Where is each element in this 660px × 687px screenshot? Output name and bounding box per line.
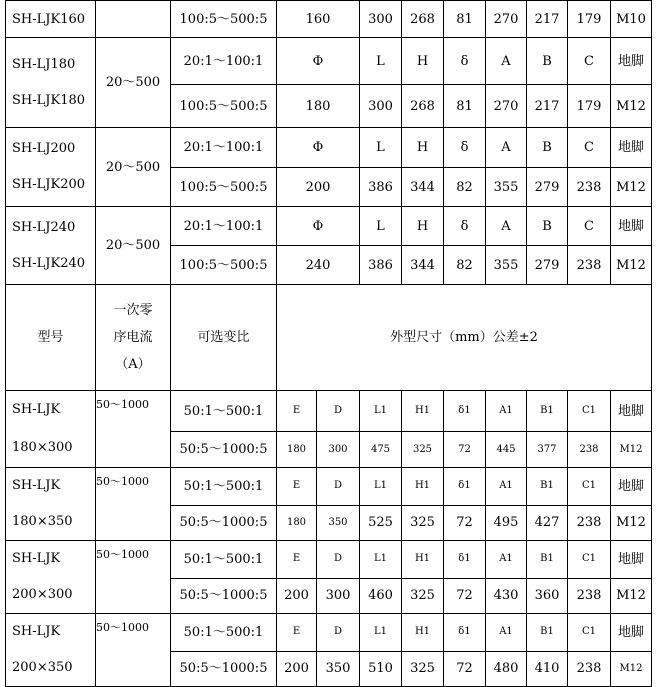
table-row [6, 128, 652, 168]
current-cell: 50～1000 [96, 468, 171, 541]
dim-cell: 427 [527, 505, 568, 540]
model-name-2: 200×350 [12, 660, 73, 675]
ratio-cell: 50:5～1000:5 [171, 505, 277, 540]
header-model: 型号 [6, 285, 96, 391]
dim-cell: 179 [568, 1, 611, 38]
dim-label: 地脚 [611, 391, 652, 432]
dim-label: L [360, 207, 402, 246]
dim-label: B1 [527, 468, 568, 506]
model-name-1: SH-LJK [12, 624, 61, 639]
dim-cell: 510 [360, 651, 402, 686]
dim-label: A1 [486, 541, 527, 579]
ratio-cell: 50:5～1000:5 [171, 432, 277, 468]
ratio-cell: 100:5～500:5 [171, 85, 277, 128]
model-name-2: 180×300 [12, 440, 73, 455]
dim-cell: M12 [611, 168, 652, 207]
dim-label: A [486, 38, 527, 85]
dim-label: C1 [568, 541, 611, 579]
ratio-cell: 50:1～500:1 [171, 391, 277, 432]
dim-cell: 355 [486, 168, 527, 207]
dim-label: L1 [360, 541, 402, 579]
dim-cell: 344 [402, 246, 444, 285]
ratio-cell: 100:5～500:5 [171, 168, 277, 207]
dim-label: D [317, 468, 360, 506]
dim-cell: 179 [568, 85, 611, 128]
dim-label: H1 [402, 614, 444, 652]
dim-label: A1 [486, 468, 527, 506]
model-name-2: 180×350 [12, 514, 73, 529]
dim-label: H [402, 207, 444, 246]
dim-cell: 475 [360, 432, 402, 468]
model-name-1: SH-LJ180 [12, 56, 76, 72]
dim-label: H1 [402, 468, 444, 506]
dim-label: L [360, 128, 402, 168]
dim-cell: 238 [568, 432, 611, 468]
current-cell: 20～500 [96, 38, 171, 128]
dim-cell: 270 [486, 1, 527, 38]
current-cell: 20～500 [96, 207, 171, 285]
header-ratio: 可选变比 [171, 285, 277, 391]
model-name-1: SH-LJ240 [12, 219, 76, 235]
dim-cell: 238 [568, 651, 611, 686]
table-row [6, 207, 652, 246]
dim-label: D [317, 391, 360, 432]
dim-label: H1 [402, 541, 444, 579]
dim-cell: 82 [444, 168, 486, 207]
dim-cell: 300 [360, 85, 402, 128]
dim-cell: M12 [611, 578, 652, 613]
dim-label: δ1 [444, 541, 486, 579]
dim-label: B [527, 207, 568, 246]
dim-cell: 270 [486, 85, 527, 128]
dim-cell: 268 [402, 1, 444, 38]
dim-label: Φ [277, 38, 360, 85]
ratio-cell: 100:5～500:5 [171, 1, 277, 38]
model-name-1: SH-LJK [12, 478, 61, 493]
dim-label: C1 [568, 468, 611, 506]
table-row [6, 468, 652, 506]
model-cell [6, 128, 96, 207]
dim-label: B [527, 128, 568, 168]
dim-cell: 430 [486, 578, 527, 613]
dim-cell: 300 [317, 432, 360, 468]
dim-label: A1 [486, 391, 527, 432]
dim-label: Φ [277, 128, 360, 168]
dim-cell: 240 [277, 246, 360, 285]
dim-cell: 355 [486, 246, 527, 285]
dim-label: A [486, 207, 527, 246]
dim-cell: 238 [568, 505, 611, 540]
model-cell [6, 391, 96, 468]
dim-label: δ [444, 38, 486, 85]
spec-table [5, 0, 652, 687]
dim-label: 地脚 [611, 614, 652, 652]
dim-cell: 200 [277, 578, 317, 613]
current-cell: 50～1000 [96, 391, 171, 468]
dim-cell: 325 [402, 432, 444, 468]
table-row [6, 38, 652, 85]
current-cell: 50～1000 [96, 614, 171, 687]
dim-label: D [317, 614, 360, 652]
dim-cell: 325 [402, 651, 444, 686]
model-name-2: SH-LJK240 [12, 255, 86, 271]
dim-cell: 460 [360, 578, 402, 613]
dim-cell: 525 [360, 505, 402, 540]
dim-cell: 238 [568, 578, 611, 613]
dim-label: 地脚 [611, 128, 652, 168]
dim-cell: 495 [486, 505, 527, 540]
ratio-cell: 100:5～500:5 [171, 246, 277, 285]
dim-cell: 386 [360, 168, 402, 207]
dim-cell: 238 [568, 246, 611, 285]
dim-label: B1 [527, 614, 568, 652]
model-cell [6, 207, 96, 285]
header-current-line1: 一次零 [113, 303, 153, 318]
dim-label: L [360, 38, 402, 85]
dim-label: B1 [527, 391, 568, 432]
model-name-2: 200×300 [12, 587, 73, 602]
dim-cell: 81 [444, 1, 486, 38]
dim-cell: 82 [444, 246, 486, 285]
dim-label: E [277, 391, 317, 432]
dim-label: 地脚 [611, 38, 652, 85]
dim-cell: 238 [568, 168, 611, 207]
dim-cell: 180 [277, 85, 360, 128]
dim-cell: 325 [402, 505, 444, 540]
ratio-cell: 20:1～100:1 [171, 128, 277, 168]
dim-label: C [568, 38, 611, 85]
dim-label: E [277, 614, 317, 652]
dim-cell: 200 [277, 168, 360, 207]
current-cell [96, 1, 171, 38]
dim-cell: M12 [611, 85, 652, 128]
dim-label: 地脚 [611, 207, 652, 246]
dim-label: E [277, 468, 317, 506]
dim-cell: 480 [486, 651, 527, 686]
dim-label: E [277, 541, 317, 579]
dim-cell: M12 [611, 432, 652, 468]
dim-label: Φ [277, 207, 360, 246]
dim-label: δ1 [444, 614, 486, 652]
model-name-2: SH-LJK180 [12, 92, 86, 108]
table-row [6, 391, 652, 432]
table-row [6, 541, 652, 579]
dim-label: A [486, 128, 527, 168]
current-cell: 20～500 [96, 128, 171, 207]
dim-cell: 160 [277, 1, 360, 38]
ratio-cell: 50:5～1000:5 [171, 651, 277, 686]
dim-label: H [402, 38, 444, 85]
header-current-line3: （A） [115, 357, 151, 372]
header-dims: 外型尺寸（mm）公差±2 [277, 285, 652, 391]
model-cell [6, 541, 96, 614]
dim-cell: 325 [402, 578, 444, 613]
dim-cell: 217 [527, 85, 568, 128]
dim-cell: 72 [444, 505, 486, 540]
model-name-1: SH-LJK [12, 551, 61, 566]
dim-label: D [317, 541, 360, 579]
dim-label: H [402, 128, 444, 168]
dim-label: δ1 [444, 468, 486, 506]
ratio-cell: 20:1～100:1 [171, 207, 277, 246]
model-name-2: SH-LJK200 [12, 177, 86, 192]
dim-label: H1 [402, 391, 444, 432]
ratio-cell: 50:1～500:1 [171, 468, 277, 506]
dim-cell: 377 [527, 432, 568, 468]
dim-label: C1 [568, 614, 611, 652]
dim-label: C [568, 207, 611, 246]
dim-cell: 279 [527, 168, 568, 207]
dim-cell: 268 [402, 85, 444, 128]
dim-label: C [568, 128, 611, 168]
dim-cell: 300 [317, 578, 360, 613]
model-name-1: SH-LJ200 [12, 141, 76, 156]
current-cell: 50～1000 [96, 541, 171, 614]
dim-label: A1 [486, 614, 527, 652]
dim-cell: 386 [360, 246, 402, 285]
table-row [6, 614, 652, 652]
dim-label: B1 [527, 541, 568, 579]
ratio-cell: 50:5～1000:5 [171, 578, 277, 613]
dim-cell: 350 [317, 505, 360, 540]
model-cell [6, 614, 96, 687]
dim-cell: 81 [444, 85, 486, 128]
dim-label: C1 [568, 391, 611, 432]
dim-cell: 217 [527, 1, 568, 38]
dim-cell: 180 [277, 505, 317, 540]
dim-cell: M10 [611, 1, 652, 38]
dim-cell: 344 [402, 168, 444, 207]
dim-label: B [527, 38, 568, 85]
dim-label: 地脚 [611, 468, 652, 506]
dim-label: δ [444, 128, 486, 168]
dim-label: L1 [360, 614, 402, 652]
model-cell [6, 468, 96, 541]
dim-cell: 445 [486, 432, 527, 468]
ratio-cell: 20:1～100:1 [171, 38, 277, 85]
header-row [6, 285, 652, 391]
ratio-cell: 50:1～500:1 [171, 541, 277, 579]
dim-cell: 410 [527, 651, 568, 686]
dim-cell: 72 [444, 651, 486, 686]
dim-cell: 72 [444, 578, 486, 613]
dim-cell: 200 [277, 651, 317, 686]
dim-label: L1 [360, 468, 402, 506]
dim-cell: 350 [317, 651, 360, 686]
model-cell [6, 38, 96, 128]
ratio-cell: 50:1～500:1 [171, 614, 277, 652]
table-row [6, 1, 652, 38]
dim-cell: 72 [444, 432, 486, 468]
dim-label: δ [444, 207, 486, 246]
dim-cell: 360 [527, 578, 568, 613]
dim-cell: M12 [611, 651, 652, 686]
header-current-line2: 序电流 [113, 330, 153, 345]
dim-label: δ1 [444, 391, 486, 432]
model-name-1: SH-LJK [12, 402, 61, 417]
model-cell: SH-LJK160 [6, 1, 96, 38]
dim-cell: 300 [360, 1, 402, 38]
dim-cell: 180 [277, 432, 317, 468]
dim-label: L1 [360, 391, 402, 432]
dim-label: 地脚 [611, 541, 652, 579]
dim-cell: M12 [611, 505, 652, 540]
dim-cell: M12 [611, 246, 652, 285]
dim-cell: 279 [527, 246, 568, 285]
header-current [96, 285, 171, 391]
